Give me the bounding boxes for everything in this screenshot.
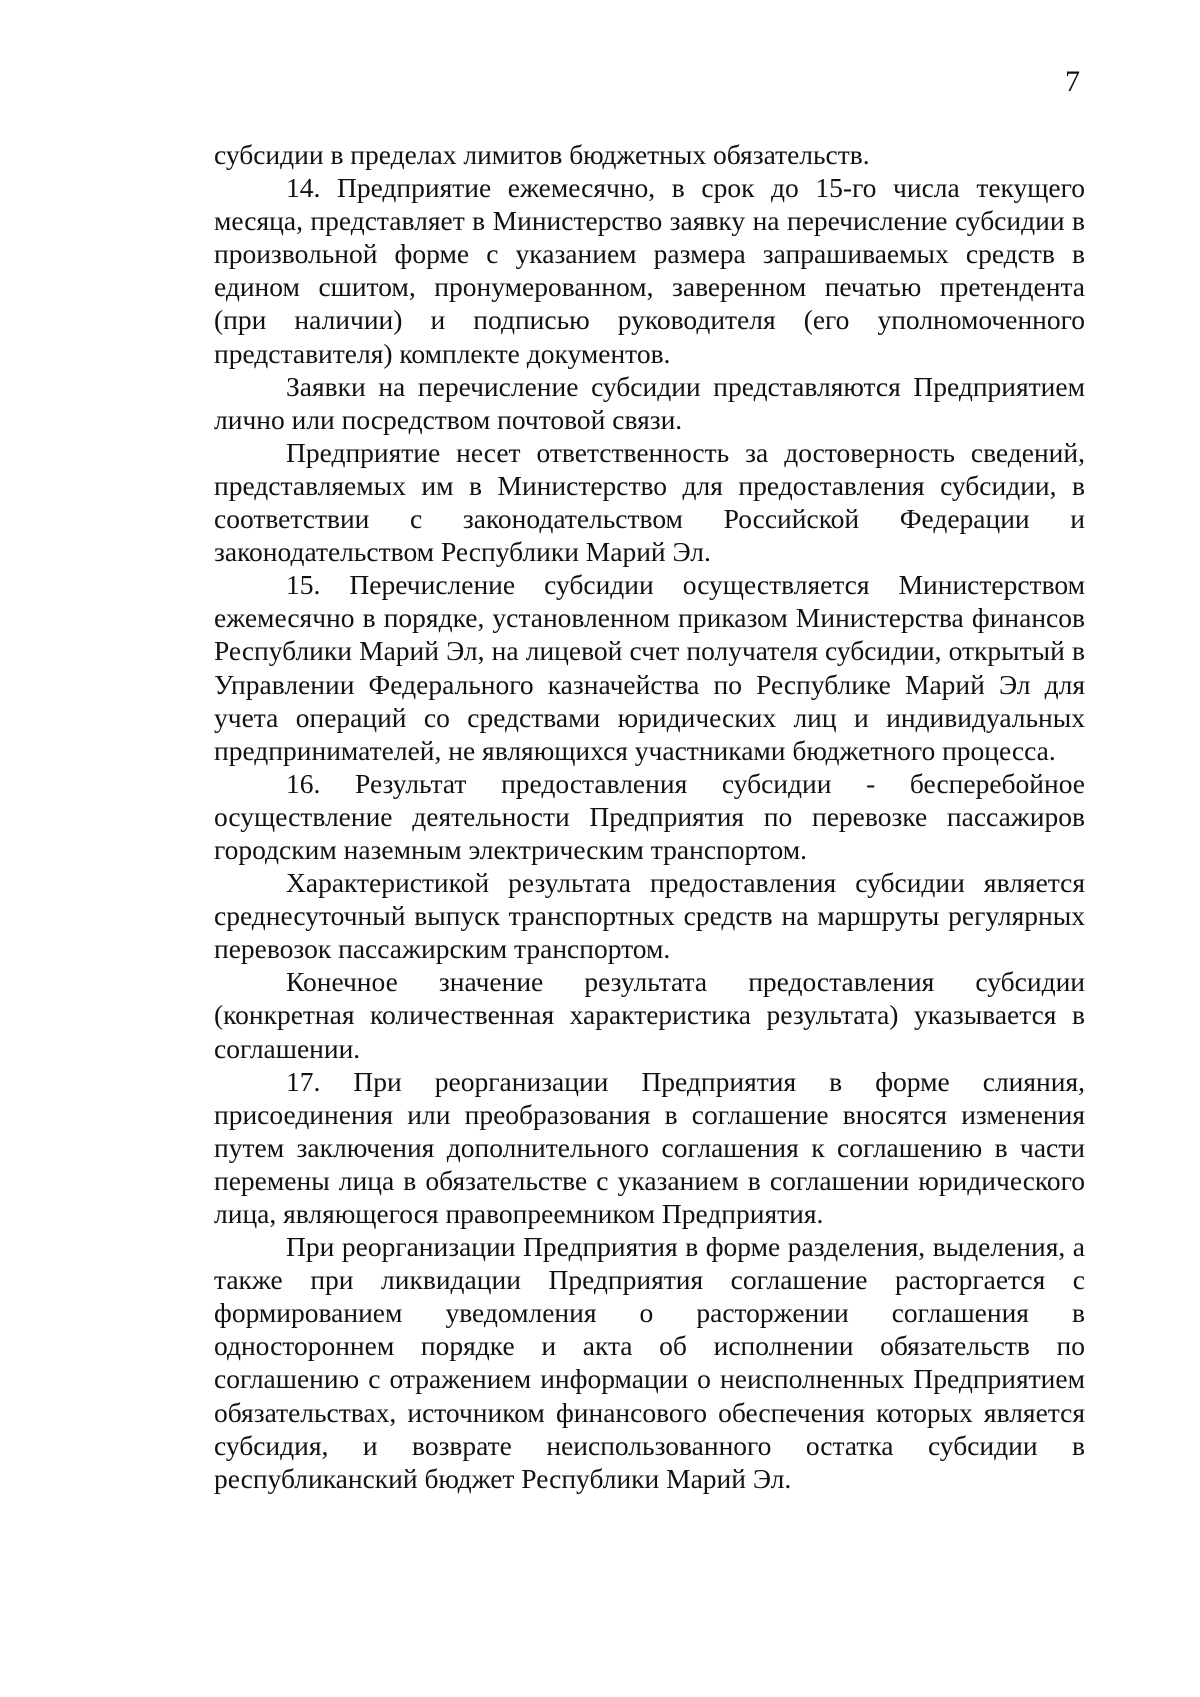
paragraph-responsibility: Предприятие несет ответственность за достоверность сведений, представляемых им в Министерство для предоставления субсидии, в соответствии с законодательством Российской Федерации и законодательством Республики Марий Эл. [214,436,1085,568]
paragraph-final-value: Конечное значение результата предоставления субсидии (конкретная количественная характеристика результата) указывается в соглашении. [214,966,1085,1064]
paragraph-reorganization-termination: При реорганизации Предприятия в форме разделения, выделения, а также при ликвидации Предприятия соглашение расторгается с формированием уведомления о расторжении соглашения в одностороннем порядке и акта об исполнении обязательств по соглашению с отражением информации о неисполненных Предприятием обязательствах, источником финансового обеспечения которых является субсидия, и возврате неиспользованного остатка субсидии в республиканский бюджет Республики Марий Эл. [214,1231,1085,1494]
paragraph-item-16: 16. Результат предоставления субсидии - бесперебойное осуществление деятельности Предприятия по перевозке пассажиров городским наземным электрическим транспортом. [214,767,1085,865]
page-number: 7 [1065,65,1080,98]
paragraph-result-characteristic: Характеристикой результата предоставления субсидии является среднесуточный выпуск транспортных средств на маршруты регулярных перевозок пассажирским транспортом. [214,867,1085,965]
paragraph-continuation: субсидии в пределах лимитов бюджетных обязательств. [214,139,870,170]
paragraph-item-15: 15. Перечисление субсидии осуществляется Министерством ежемесячно в порядке, установленном приказом Министерства финансов Республики Марий Эл, на лицевой счет получателя субсидии, открытый в Управлении Федерального казначейства по Республике Марий Эл для учета операций со средствами юридических лиц и индивидуальных предпринимателей, не являющихся участниками бюджетного процесса. [214,569,1085,766]
paragraph-item-17: 17. При реорганизации Предприятия в форме слияния, присоединения или преобразования в соглашение вносятся изменения путем заключения дополнительного соглашения к соглашению в части перемены лица в обязательстве с указанием в соглашении юридического лица, являющегося правопреемником Предприятия. [214,1065,1085,1229]
document-body [214,138,1085,1495]
paragraph-item-14: 14. Предприятие ежемесячно, в срок до 15-го числа текущего месяца, представляет в Министерство заявку на перечисление субсидии в произвольной форме с указанием размера запрашиваемых средств в едином сшитом, пронумерованном, заверенном печатью претендента (при наличии) и подписью руководителя (его уполномоченного представителя) комплекте документов. [214,172,1085,369]
paragraph-applications-submission: Заявки на перечисление субсидии представляются Предприятием лично или посредством почтовой связи. [214,370,1085,435]
